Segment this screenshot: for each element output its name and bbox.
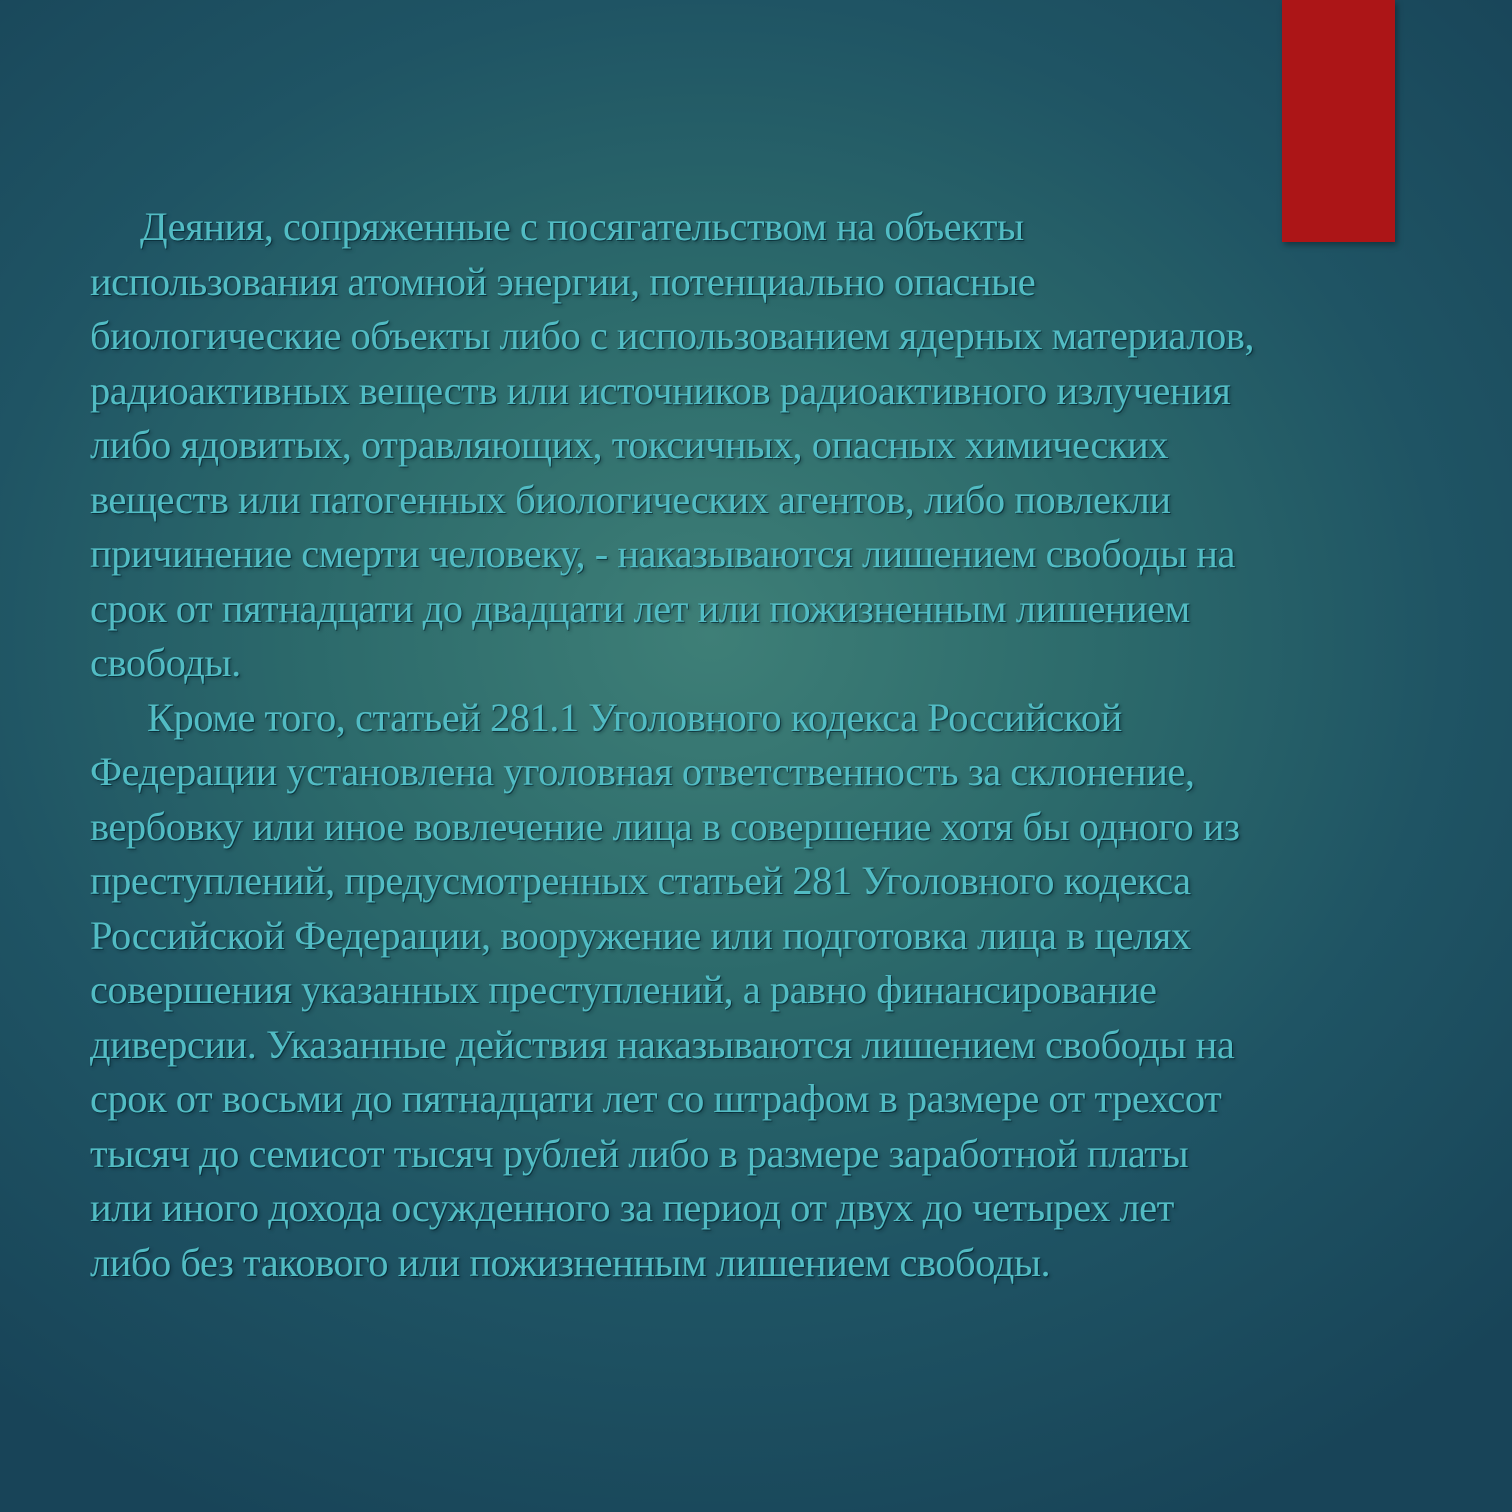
text-line: использования атомной энергии, потенциально опасные: [90, 258, 1036, 304]
text-line: причинение смерти человеку, - наказываются лишением свободы на: [90, 531, 1235, 576]
text-line: преступлений, предусмотренных статьей 281 Уголовного кодекса: [90, 858, 1191, 903]
text-line: или иного дохода осужденного за период от двух до четырех лет: [90, 1185, 1174, 1230]
text-line: свободы.: [90, 640, 241, 685]
text-line: либо ядовитых, отравляющих, токсичных, опасных химических: [90, 422, 1169, 467]
text-line: совершения указанных преступлений, а равно финансирование: [90, 967, 1157, 1012]
text-line: срок от пятнадцати до двадцати лет или пожизненным лишением: [90, 585, 1190, 631]
text-line: Кроме того, статьей 281.1 Уголовного кодекса Российской: [147, 694, 1122, 740]
paragraph-2: [90, 691, 1435, 1291]
paragraph-1: [90, 200, 1435, 691]
text-line: Российской Федерации, вооружение или подготовка лица в целях: [90, 912, 1191, 958]
text-line: тысяч до семисот тысяч рублей либо в размере заработной платы: [90, 1130, 1189, 1176]
text-line: Федерации установлена уголовная ответственность за склонение,: [90, 749, 1195, 794]
body-text: [90, 200, 1435, 1290]
text-line: веществ или патогенных биологических агентов, либо повлекли: [90, 476, 1171, 522]
text-line: радиоактивных веществ или источников радиоактивного излучения: [90, 367, 1231, 413]
text-line: Деяния, сопряженные с посягательством на объекты: [140, 204, 1024, 249]
text-line: срок от восьми до пятнадцати лет со штрафом в размере от трехсот: [90, 1076, 1222, 1121]
text-line: вербовку или иное вовлечение лица в совершение хотя бы одного из: [90, 803, 1240, 849]
text-line: диверсии. Указанные действия наказываются лишением свободы на: [90, 1021, 1235, 1067]
text-line: либо без такового или пожизненным лишением свободы.: [90, 1239, 1051, 1285]
text-line: биологические объекты либо с использованием ядерных материалов,: [90, 313, 1254, 358]
